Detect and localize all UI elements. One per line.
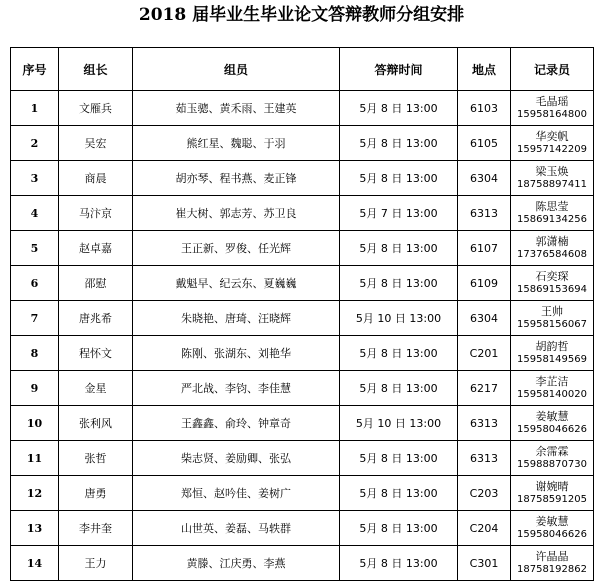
- recorder-name: 梁玉焕: [535, 165, 569, 178]
- recorder-phone: 15958046626: [517, 424, 587, 435]
- defense-place: 6313: [458, 196, 511, 231]
- group-members: 崔大树、郭志芳、苏卫良: [133, 196, 340, 231]
- recorder-cell: [511, 476, 594, 511]
- table-row: [11, 301, 594, 336]
- group-leader: 金星: [59, 371, 133, 406]
- defense-time: 5月 8 日 13:00: [340, 91, 458, 126]
- recorder-phone: 15958149569: [517, 354, 587, 365]
- recorder-phone: 15958164800: [517, 109, 587, 120]
- recorder-phone: 18758591205: [517, 494, 587, 505]
- recorder-name: 余霈霖: [535, 445, 569, 458]
- row-number: 11: [11, 441, 59, 476]
- recorder-name: 李芷洁: [535, 375, 569, 388]
- group-members: 严北战、李钧、李佳慧: [133, 371, 340, 406]
- group-leader: 吴宏: [59, 126, 133, 161]
- recorder-phone: 15957142209: [517, 144, 587, 155]
- recorder-name: 石奕琛: [535, 270, 569, 283]
- table-row: [11, 266, 594, 301]
- header-time: 答辩时间: [340, 48, 458, 91]
- group-members: 茹玉骢、黄禾雨、王建英: [133, 91, 340, 126]
- recorder-cell: [511, 161, 594, 196]
- group-members: 戴魁早、纪云东、夏巍巍: [133, 266, 340, 301]
- row-number: 1: [11, 91, 59, 126]
- group-leader: 赵卓嘉: [59, 231, 133, 266]
- row-number: 12: [11, 476, 59, 511]
- recorder-phone: 15869153694: [517, 284, 587, 295]
- recorder-name: 胡韵哲: [535, 340, 569, 353]
- defense-time: 5月 8 日 13:00: [340, 546, 458, 581]
- schedule-table: [10, 47, 594, 581]
- defense-place: C203: [458, 476, 511, 511]
- recorder-cell: [511, 336, 594, 371]
- table-row: [11, 546, 594, 581]
- group-members: 郑恒、赵吟佳、姜树广: [133, 476, 340, 511]
- recorder-cell: [511, 371, 594, 406]
- defense-time: 5月 8 日 13:00: [340, 266, 458, 301]
- header-number: 序号: [11, 48, 59, 91]
- recorder-name: 许晶晶: [535, 550, 569, 563]
- defense-place: C201: [458, 336, 511, 371]
- row-number: 3: [11, 161, 59, 196]
- defense-time: 5月 10 日 13:00: [340, 406, 458, 441]
- defense-time: 5月 8 日 13:00: [340, 441, 458, 476]
- table-row: [11, 196, 594, 231]
- group-leader: 王力: [59, 546, 133, 581]
- recorder-name: 谢婉晴: [535, 480, 569, 493]
- row-number: 9: [11, 371, 59, 406]
- group-leader: 张哲: [59, 441, 133, 476]
- defense-time: 5月 8 日 13:00: [340, 476, 458, 511]
- group-members: 朱晓艳、唐琦、汪晓辉: [133, 301, 340, 336]
- row-number: 7: [11, 301, 59, 336]
- table-row: [11, 511, 594, 546]
- table-row: [11, 371, 594, 406]
- header-recorder: 记录员: [511, 48, 594, 91]
- row-number: 4: [11, 196, 59, 231]
- recorder-cell: [511, 231, 594, 266]
- table-row: [11, 91, 594, 126]
- page-title: 2018 届毕业生毕业论文答辩教师分组安排: [138, 5, 465, 25]
- defense-place: 6313: [458, 406, 511, 441]
- header-row: [11, 48, 594, 91]
- defense-time: 5月 8 日 13:00: [340, 231, 458, 266]
- group-leader: 程怀文: [59, 336, 133, 371]
- defense-time: 5月 7 日 13:00: [340, 196, 458, 231]
- defense-time: 5月 10 日 13:00: [340, 301, 458, 336]
- row-number: 14: [11, 546, 59, 581]
- row-number: 13: [11, 511, 59, 546]
- recorder-cell: [511, 196, 594, 231]
- row-number: 2: [11, 126, 59, 161]
- defense-time: 5月 8 日 13:00: [340, 126, 458, 161]
- group-members: 胡亦琴、程书燕、麦正锋: [133, 161, 340, 196]
- group-leader: 邵慰: [59, 266, 133, 301]
- recorder-cell: [511, 546, 594, 581]
- group-leader: 唐勇: [59, 476, 133, 511]
- defense-time: 5月 8 日 13:00: [340, 511, 458, 546]
- table-row: [11, 476, 594, 511]
- table-row: [11, 161, 594, 196]
- defense-place: 6107: [458, 231, 511, 266]
- header-place: 地点: [458, 48, 511, 91]
- recorder-name: 姜敏慧: [535, 515, 569, 528]
- table-row: [11, 441, 594, 476]
- group-leader: 张利风: [59, 406, 133, 441]
- group-leader: 马汴京: [59, 196, 133, 231]
- defense-place: 6304: [458, 301, 511, 336]
- defense-place: 6304: [458, 161, 511, 196]
- recorder-name: 毛晶瑶: [535, 95, 569, 108]
- table-body: [11, 91, 594, 581]
- defense-place: 6313: [458, 441, 511, 476]
- table-row: [11, 406, 594, 441]
- recorder-cell: [511, 441, 594, 476]
- recorder-name: 陈思莹: [535, 200, 569, 213]
- recorder-phone: 18758192862: [517, 564, 587, 575]
- defense-time: 5月 8 日 13:00: [340, 371, 458, 406]
- header-members: 组员: [133, 48, 340, 91]
- recorder-cell: [511, 126, 594, 161]
- row-number: 6: [11, 266, 59, 301]
- table-row: [11, 126, 594, 161]
- recorder-cell: [511, 406, 594, 441]
- recorder-name: 华奕帆: [535, 130, 569, 143]
- defense-place: 6105: [458, 126, 511, 161]
- group-members: 熊红星、魏聪、于羽: [133, 126, 340, 161]
- recorder-phone: 15958140020: [517, 389, 587, 400]
- table-row: [11, 231, 594, 266]
- defense-time: 5月 8 日 13:00: [340, 161, 458, 196]
- table-row: [11, 336, 594, 371]
- group-members: 陈刚、张湖东、刘艳华: [133, 336, 340, 371]
- group-members: 柴志贤、姜励卿、张弘: [133, 441, 340, 476]
- defense-place: 6217: [458, 371, 511, 406]
- recorder-phone: 15869134256: [517, 214, 587, 225]
- group-members: 王鑫鑫、俞玲、钟章奇: [133, 406, 340, 441]
- recorder-cell: [511, 91, 594, 126]
- defense-time: 5月 8 日 13:00: [340, 336, 458, 371]
- group-leader: 商晨: [59, 161, 133, 196]
- defense-place: 6103: [458, 91, 511, 126]
- defense-place: C301: [458, 546, 511, 581]
- recorder-phone: 18758897411: [517, 179, 587, 190]
- group-members: 王正新、罗俊、任光辉: [133, 231, 340, 266]
- group-leader: 唐兆希: [59, 301, 133, 336]
- recorder-phone: 15958046626: [517, 529, 587, 540]
- row-number: 10: [11, 406, 59, 441]
- row-number: 8: [11, 336, 59, 371]
- recorder-cell: [511, 301, 594, 336]
- recorder-phone: 17376584608: [517, 249, 587, 260]
- defense-place: 6109: [458, 266, 511, 301]
- header-leader: 组长: [59, 48, 133, 91]
- group-leader: 李井奎: [59, 511, 133, 546]
- recorder-cell: [511, 266, 594, 301]
- recorder-phone: 15988870730: [517, 459, 587, 470]
- recorder-phone: 15958156067: [517, 319, 587, 330]
- group-members: 山世英、姜磊、马轶群: [133, 511, 340, 546]
- recorder-name: 姜敏慧: [535, 410, 569, 423]
- group-members: 黄滕、江庆勇、李燕: [133, 546, 340, 581]
- group-leader: 文雁兵: [59, 91, 133, 126]
- defense-place: C204: [458, 511, 511, 546]
- recorder-name: 郭潇楠: [535, 235, 569, 248]
- recorder-cell: [511, 511, 594, 546]
- row-number: 5: [11, 231, 59, 266]
- recorder-name: 王帅: [541, 305, 563, 318]
